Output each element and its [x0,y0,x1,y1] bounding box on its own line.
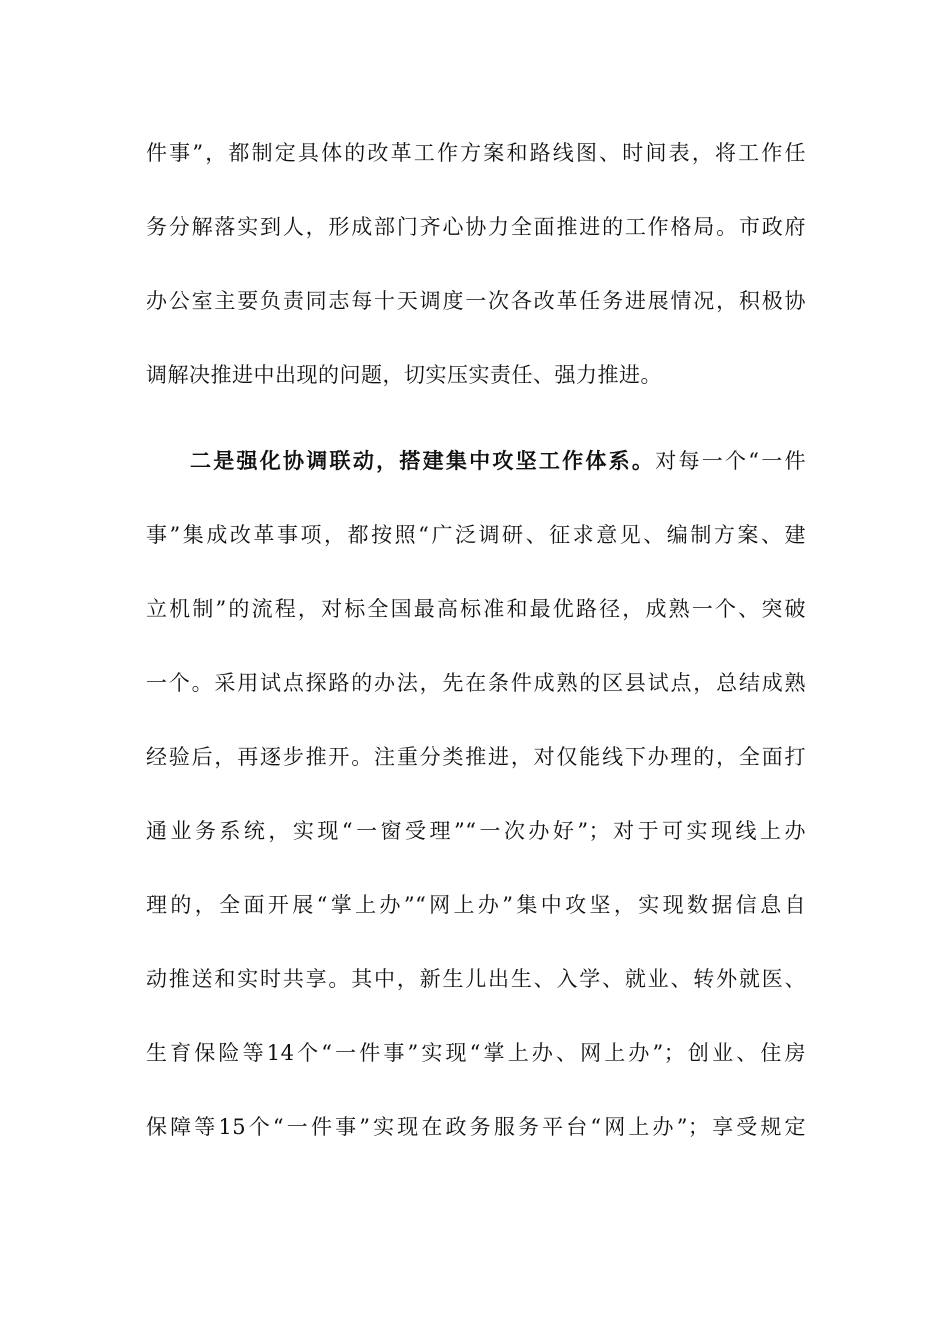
paragraph-2-heading: 二是强化协调联动，搭建集中攻坚工作体系。 [190,448,656,473]
paragraph-2-line-2: 事”集成改革事项，都按照“广泛调研、征求意见、编制方案、建 [146,523,806,547]
paragraph-2-line-8: 动推送和实时共享。其中，新生儿出生、入学、就业、转外就医、 [146,967,806,991]
paragraph-2-line-4: 一个。采用试点探路的办法，先在条件成熟的区县试点，总结成熟 [146,671,806,695]
paragraph-1-line-3: 办公室主要负责同志每十天调度一次各改革任务进展情况，积极协 [146,289,806,313]
paragraph-2-line-6: 通业务系统，实现“一窗受理”“一次办好”；对于可实现线上办 [146,819,806,843]
paragraph-1-line-2: 务分解落实到人，形成部门齐心协力全面推进的工作格局。市政府 [146,215,806,239]
paragraph-2-line-3: 立机制”的流程，对标全国最高标准和最优路径，成熟一个、突破 [146,597,806,621]
paragraph-1-line-4: 调解决推进中出现的问题，切实压实责任、强力推进。 [146,363,662,387]
paragraph-2-first-line [190,443,806,479]
paragraph-2-line-5: 经验后，再逐步推开。注重分类推进，对仅能线下办理的，全面打 [146,745,806,769]
paragraph-1-line-1: 件事”，都制定具体的改革工作方案和路线图、时间表，将工作任 [146,141,806,165]
paragraph-2-line-9: 生育保险等14个“一件事”实现“掌上办、网上办”；创业、住房 [146,1041,806,1065]
paragraph-2-first-line-rest: 对每一个“一件 [655,449,806,473]
paragraph-2-line-10: 保障等15个“一件事”实现在政务服务平台“网上办”；享受规定 [146,1115,806,1139]
paragraph-2-line-7: 理的，全面开展“掌上办”“网上办”集中攻坚，实现数据信息自 [146,893,806,917]
